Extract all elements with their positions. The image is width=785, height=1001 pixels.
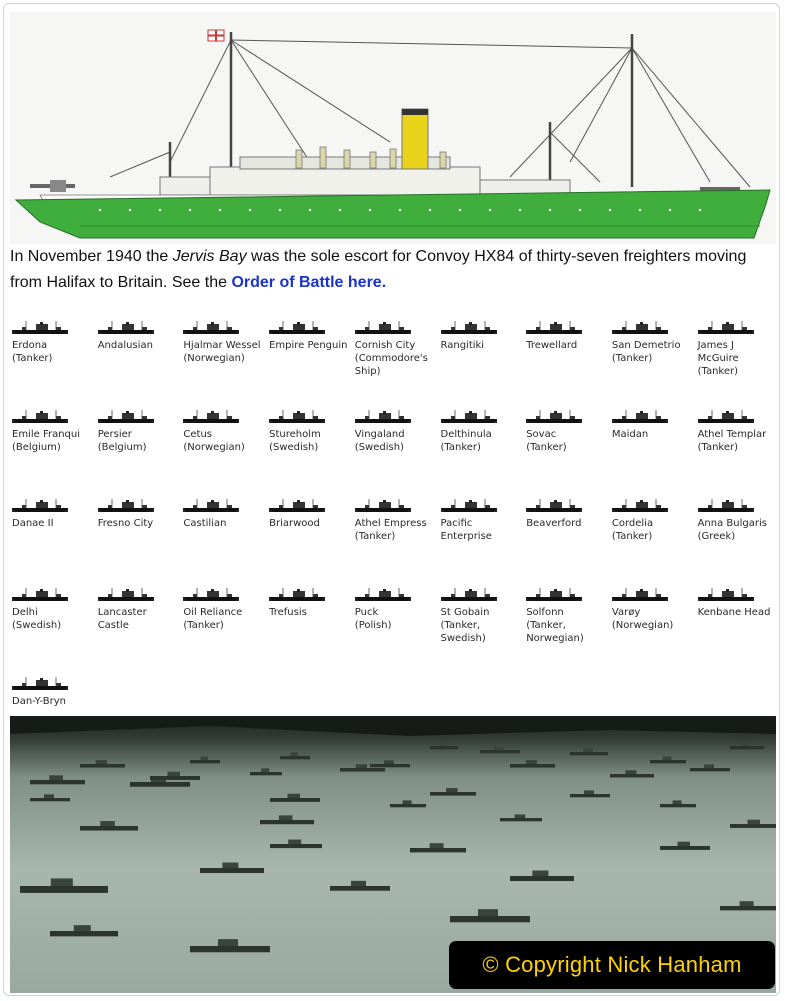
convoy-vessel <box>526 587 612 645</box>
convoy-vessel <box>355 320 441 378</box>
freighter-silhouette-icon <box>526 320 582 336</box>
convoy-vessel <box>526 498 612 530</box>
vessel-note: (Tanker) <box>12 353 53 364</box>
convoy-vessel-grid <box>10 320 780 715</box>
freighter-silhouette-icon <box>355 409 411 425</box>
freighter-silhouette-icon <box>612 320 668 336</box>
convoy-vessel <box>183 587 269 632</box>
freighter-silhouette-icon <box>355 587 411 603</box>
vessel-name: Maidan <box>611 429 649 440</box>
convoy-vessel <box>98 320 184 352</box>
vessel-note: (Norwegian) <box>611 620 674 631</box>
convoy-vessel <box>12 587 98 632</box>
vessel-note: (Norwegian) <box>183 353 245 364</box>
intro-paragraph <box>10 244 770 296</box>
vessel-note: (Tanker) <box>440 442 481 453</box>
freighter-silhouette-icon <box>183 498 239 514</box>
convoy-vessel <box>698 409 784 454</box>
copyright-banner: © Copyright Nick Hanham <box>449 941 775 989</box>
vessel-name: Briarwood <box>269 518 320 529</box>
vessel-name: Empire Penguin <box>269 340 348 351</box>
vessel-name: Lancaster <box>97 607 147 618</box>
vessel-name: Cordelia <box>611 518 654 529</box>
vessel-note: (Tanker) <box>611 353 653 364</box>
vessel-name: Beaverford <box>526 518 582 529</box>
freighter-silhouette-icon <box>269 498 325 514</box>
vessel-note: (Norwegian) <box>183 442 245 453</box>
vessel-note: (Belgium) <box>97 442 147 453</box>
freighter-silhouette-icon <box>612 587 668 603</box>
convoy-vessel <box>12 498 98 530</box>
convoy-vessel <box>355 409 441 454</box>
vessel-note: (Polish) <box>354 620 392 631</box>
freighter-silhouette-icon <box>526 498 582 514</box>
convoy-vessel <box>269 320 355 352</box>
freighter-silhouette-icon <box>269 409 325 425</box>
vessel-name: Emile Franqui <box>12 429 81 440</box>
vessel-name: Cetus <box>183 429 212 440</box>
convoy-vessel <box>183 409 269 454</box>
convoy-vessel <box>612 498 698 543</box>
vessel-name: Oil Reliance <box>183 607 243 618</box>
freighter-silhouette-icon <box>12 676 68 692</box>
freighter-silhouette-icon <box>355 320 411 336</box>
vessel-name: Anna Bulgaris <box>697 518 767 529</box>
vessel-name: Fresno City <box>97 518 154 529</box>
convoy-vessel <box>355 587 441 632</box>
vessel-name: Trewellard <box>526 340 578 351</box>
vessel-name: Solfonn <box>526 607 564 618</box>
convoy-vessel <box>269 409 355 454</box>
freighter-silhouette-icon <box>12 498 68 514</box>
convoy-vessel <box>269 587 355 619</box>
freighter-silhouette-icon <box>526 409 582 425</box>
vessel-name: Andalusian <box>97 340 153 351</box>
convoy-vessel <box>698 587 784 619</box>
vessel-name: Sovac <box>526 429 557 440</box>
freighter-silhouette-icon <box>698 409 754 425</box>
vessel-note: (Tanker) <box>526 442 567 453</box>
freighter-silhouette-icon <box>441 320 497 336</box>
convoy-vessel <box>441 587 527 645</box>
convoy-vessel <box>612 587 698 632</box>
vessel-note: (Greek) <box>697 531 736 542</box>
convoy-vessel <box>526 320 612 352</box>
convoy-vessel <box>441 320 527 352</box>
vessel-name: Vingaland <box>354 429 405 440</box>
convoy-vessel <box>269 498 355 530</box>
vessel-name: Stureholm <box>269 429 321 440</box>
convoy-vessel <box>12 409 98 454</box>
vessel-name: Athel Empress <box>354 518 427 529</box>
vessel-name: Kenbane Head <box>697 607 771 618</box>
vessel-name: Trefusis <box>269 607 307 618</box>
vessel-name: Pacific <box>440 518 473 529</box>
freighter-silhouette-icon <box>183 409 239 425</box>
freighter-silhouette-icon <box>441 498 497 514</box>
vessel-note: (Tanker, Swedish) <box>440 620 486 644</box>
vessel-note: (Swedish) <box>12 620 62 631</box>
convoy-vessel <box>441 498 527 543</box>
freighter-silhouette-icon <box>98 409 154 425</box>
vessel-note: (Swedish) <box>269 442 319 453</box>
freighter-silhouette-icon <box>441 587 497 603</box>
convoy-vessel <box>526 409 612 454</box>
vessel-name: Persier <box>97 429 132 440</box>
convoy-vessel <box>98 587 184 632</box>
convoy-vessel <box>612 320 698 365</box>
freighter-silhouette-icon <box>12 409 68 425</box>
jervis-bay-illustration <box>10 12 776 244</box>
freighter-silhouette-icon <box>98 498 154 514</box>
vessel-note: (Tanker) <box>183 620 224 631</box>
vessel-name: Delthinula <box>440 429 492 440</box>
convoy-vessel <box>698 498 784 543</box>
vessel-name: San Demetrio <box>611 340 681 351</box>
freighter-silhouette-icon <box>98 320 154 336</box>
freighter-silhouette-icon <box>269 320 325 336</box>
vessel-note: (Tanker) <box>611 531 653 542</box>
freighter-silhouette-icon <box>441 409 497 425</box>
freighter-silhouette-icon <box>12 587 68 603</box>
order-of-battle-link[interactable]: Order of Battle here. <box>231 274 387 291</box>
vessel-note: (Tanker) <box>354 531 396 542</box>
vessel-note: (Tanker, Norwegian) <box>526 620 584 644</box>
freighter-silhouette-icon <box>612 498 668 514</box>
freighter-silhouette-icon <box>98 587 154 603</box>
freighter-silhouette-icon <box>12 320 68 336</box>
freighter-silhouette-icon <box>698 320 754 336</box>
freighter-silhouette-icon <box>526 587 582 603</box>
convoy-vessel <box>12 676 98 708</box>
vessel-name: Athel Templar <box>697 429 767 440</box>
convoy-vessel <box>355 498 441 543</box>
freighter-silhouette-icon <box>698 587 754 603</box>
vessel-note: (Belgium) <box>12 442 61 453</box>
convoy-vessel <box>98 498 184 530</box>
vessel-note: (Tanker) <box>697 442 739 453</box>
convoy-vessel <box>98 409 184 454</box>
freighter-silhouette-icon <box>183 587 239 603</box>
vessel-note: Castle <box>97 620 129 631</box>
vessel-name: Delhi <box>12 607 38 618</box>
intro-text-start: In November 1940 the <box>10 248 173 265</box>
intro-text-middle: was the sole escort for Convoy HX84 of thirty-seven freighters moving from Halifax to Britain. See the <box>10 248 747 291</box>
vessel-note: McGuire (Tanker) <box>697 353 739 377</box>
convoy-vessel <box>441 409 527 454</box>
vessel-name: Varøy <box>611 607 641 618</box>
vessel-name: Erdona <box>12 340 48 351</box>
convoy-vessel <box>183 320 269 365</box>
vessel-name: Castilian <box>183 518 227 529</box>
vessel-name: Rangitiki <box>440 340 485 351</box>
freighter-silhouette-icon <box>612 409 668 425</box>
freighter-silhouette-icon <box>269 587 325 603</box>
convoy-vessel <box>183 498 269 530</box>
vessel-name: Danae II <box>12 518 54 529</box>
freighter-silhouette-icon <box>183 320 239 336</box>
convoy-vessel <box>612 409 698 441</box>
vessel-note: Enterprise <box>440 531 492 542</box>
convoy-vessel <box>698 320 784 378</box>
vessel-name: Puck <box>354 607 379 618</box>
vessel-note: (Swedish) <box>354 442 404 453</box>
vessel-name: Cornish City <box>354 340 416 351</box>
vessel-name: Hjalmar Wessel <box>183 340 261 351</box>
freighter-silhouette-icon <box>698 498 754 514</box>
vessel-name: Dan-Y-Bryn <box>12 696 66 707</box>
vessel-name: St Gobain <box>440 607 490 618</box>
ship-name: Jervis Bay <box>172 248 247 265</box>
convoy-vessel <box>12 320 98 365</box>
vessel-note: (Commodore's Ship) <box>354 353 428 377</box>
vessel-name: James J <box>697 340 734 351</box>
freighter-silhouette-icon <box>355 498 411 514</box>
